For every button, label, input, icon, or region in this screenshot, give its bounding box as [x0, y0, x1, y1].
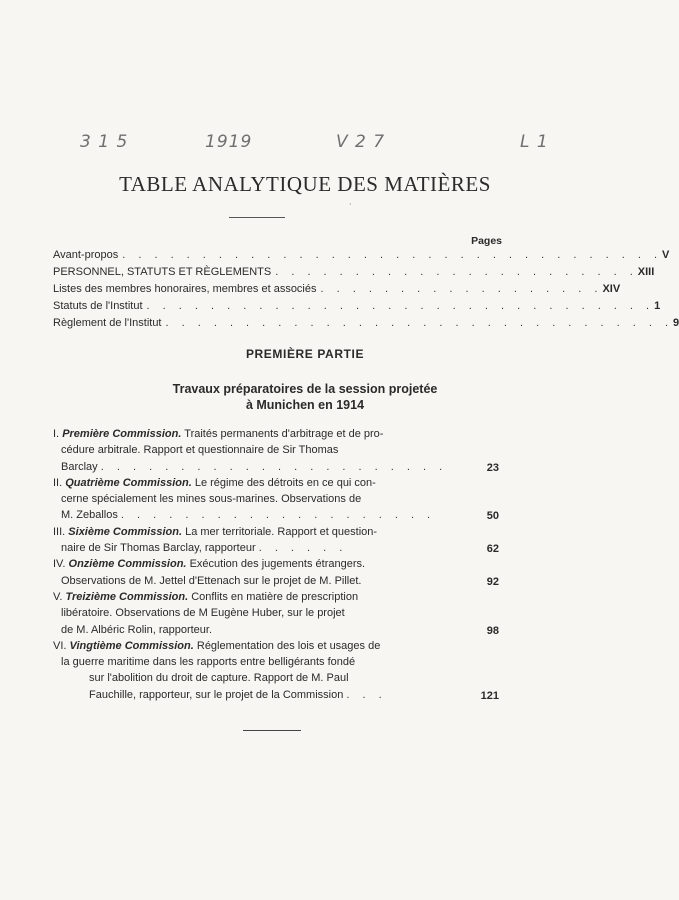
entry-text: naire de Sir Thomas Barclay, rapporteur [61, 542, 256, 555]
entry-page: 121 [480, 689, 499, 702]
entry-text: Le régime des détroits en ce qui con- [194, 476, 376, 489]
entry-text: Exécution des jugements étrangers. [189, 558, 366, 571]
entry-text: Conflits en matière de prescription [191, 590, 359, 603]
entry-number: I. [53, 428, 60, 440]
handwritten-note-1: 3 1 5 [80, 132, 129, 152]
handwritten-note-3: V 2 7 [336, 132, 386, 152]
commission-name: Quatrième Commission. [65, 476, 192, 489]
entry-text: sur l'abolition du droit de capture. Rapport de M. Paul [89, 672, 349, 685]
title-divider [229, 217, 285, 218]
toc-entry[interactable]: VI. Vingtième Commission. Réglementation des lois et usages de la guerre maritime dans les rapports entre belligérants fondé sur l'abolition du droit de capture. Rapport de M. Paul Fauchille, rapporteur, sur le projet de la Commission . . . 121 [53, 638, 499, 703]
entry-text: Barclay [61, 460, 98, 473]
toc-label: PERSONNEL, STATUTS ET RÈGLEMENTS [53, 266, 272, 278]
entry-text: Observations de M. Jettel d'Ettenach sur le projet de M. Pillet. [61, 574, 362, 587]
entry-text: de M. Albéric Rolin, rapporteur. [61, 623, 213, 636]
toc-entry[interactable] [53, 556, 499, 589]
toc-label: Statuts de l'Institut [53, 300, 143, 312]
toc-page: XIV [602, 283, 621, 295]
entry-text: Réglementation des lois et usages de [196, 639, 381, 652]
commission-name: Onzième Commission. [68, 558, 187, 571]
front-matter-list [53, 249, 679, 334]
entry-text: cédure arbitrale. Rapport et questionnaire de Sir Thomas [61, 444, 339, 457]
toc-row[interactable]: Statuts de l'Institut . . . . . . . . . . . . . . . . . . . . . . . . . . . . . . . . 1 [53, 300, 661, 312]
commission-name: Sixième Commission. [68, 525, 183, 538]
toc-row[interactable]: Listes des membres honoraires, membres et associés . . . . . . . . . . . . . . . . . . XIV [53, 283, 621, 295]
part-subtitle-line-1: Travaux préparatoires de la session projetée [172, 382, 438, 396]
handwritten-note-2: 1919 [205, 132, 253, 152]
toc-label: Avant-propos [53, 249, 119, 261]
entry-page: 92 [486, 575, 499, 588]
toc-entry[interactable] [53, 589, 499, 638]
bottom-divider [243, 730, 301, 731]
toc-page: 9 [673, 317, 679, 329]
handwritten-note-4: L 1 [520, 132, 549, 152]
toc-page: 1 [654, 300, 661, 312]
toc-row[interactable]: PERSONNEL, STATUTS ET RÈGLEMENTS . . . . . . . . . . . . . . . . . . . . . . . XIII [53, 266, 655, 278]
pages-column-header: Pages [471, 235, 502, 247]
entry-page: 98 [486, 624, 499, 637]
entry-text: cerne spécialement les mines sous-marines. Observations de [61, 493, 362, 506]
toc-entry[interactable]: II. Quatrième Commission. Le régime des détroits en ce qui con- cerne spécialement les mines sous-marines. Observations de M. Zeballos . . . . . . . . . . . . . . . . . . . . 50 [53, 475, 499, 524]
commission-name: Première Commission. [62, 428, 182, 440]
entry-text: libératoire. Observations de M Eugène Huber, sur le projet [61, 607, 345, 620]
toc-entry[interactable]: I. Première Commission. Traités permanents d'arbitrage et de pro- cédure arbitrale. Rapport et questionnaire de Sir Thomas Barclay . . . . . . . . . . . . . . . . . . . . . . 23 [53, 426, 499, 475]
entry-page: 62 [486, 543, 499, 556]
part-heading: PREMIÈRE PARTIE [245, 347, 365, 361]
toc-row[interactable]: Avant-propos . . . . . . . . . . . . . . . . . . . . . . . . . . . . . . . . . . V [53, 249, 670, 261]
entry-number: V. [53, 590, 63, 603]
entry-number: II. [53, 476, 63, 489]
toc-page: V [662, 249, 670, 261]
entry-number: IV. [53, 558, 66, 571]
toc-label: Listes des membres honoraires, membres et associés [53, 283, 317, 295]
entry-text: Traités permanents d'arbitrage et de pro- [184, 428, 384, 440]
entry-number: VI. [53, 639, 67, 652]
commission-name: Vingtième Commission. [69, 639, 194, 652]
toc-row[interactable]: Règlement de l'Institut . . . . . . . . . . . . . . . . . . . . . . . . . . . . . . . . 9 [53, 317, 679, 329]
entry-text: La mer territoriale. Rapport et question- [185, 525, 378, 538]
entry-page: 23 [486, 461, 499, 474]
entry-page: 50 [486, 510, 499, 523]
speck-mark: · [349, 200, 352, 209]
toc-label: Règlement de l'Institut [53, 317, 162, 329]
commission-entries [53, 426, 499, 703]
entry-number: III. [53, 525, 66, 538]
commission-name: Treizième Commission. [65, 590, 189, 603]
toc-page: XIII [637, 266, 655, 278]
entry-text: M. Zeballos [61, 509, 118, 522]
entry-text: la guerre maritime dans les rapports entre belligérants fondé [61, 656, 356, 669]
toc-entry[interactable]: III. Sixième Commission. La mer territoriale. Rapport et question- naire de Sir Thomas Barclay, rapporteur . . . . . . 62 [53, 524, 499, 557]
entry-text: Fauchille, rapporteur, sur le projet de la Commission [89, 688, 344, 701]
part-subtitle-line-2: à Munichen en 1914 [245, 398, 365, 412]
page-title: TABLE ANALYTIQUE DES MATIÈRES [119, 172, 491, 196]
